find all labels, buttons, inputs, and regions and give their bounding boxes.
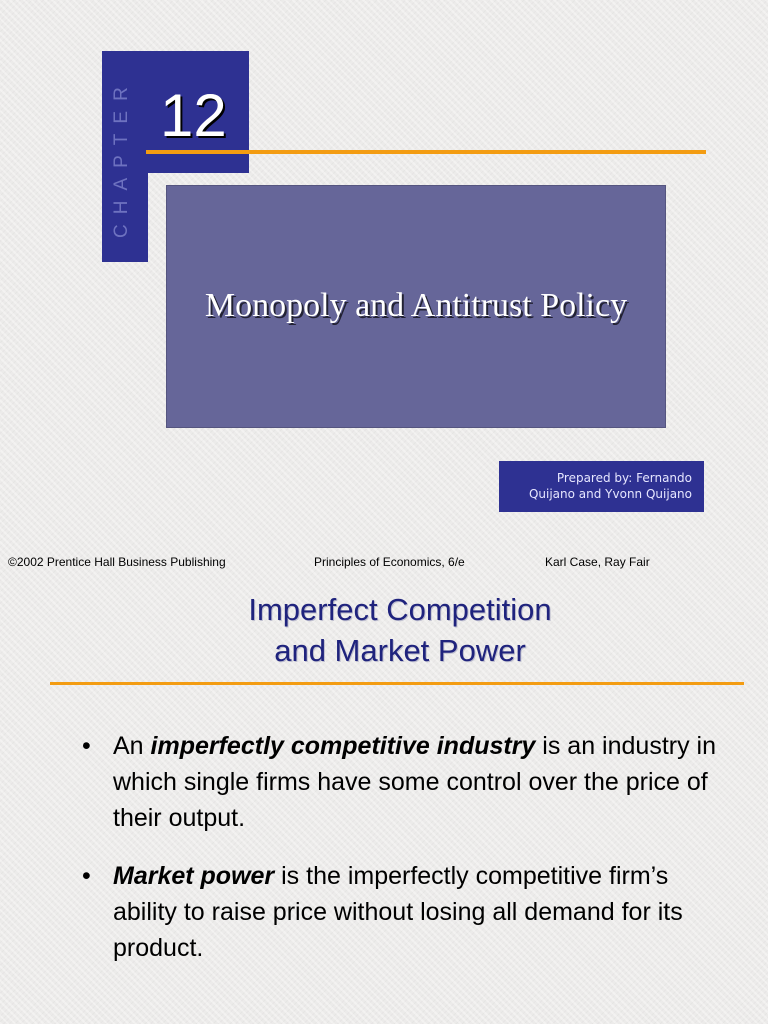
content-slide [0,585,768,1024]
slide-heading [0,589,768,671]
footer-copyright: ©2002 Prentice Hall Business Publishing [8,555,226,569]
title-panel [166,185,666,428]
bullet-post-text: is the imperfectly competitive firm’s ability to raise price without losing all demand for its product. [113,862,683,962]
bullet-post-text: is an industry in which single firms have some control over the price of their output. [113,732,716,832]
bullet-term: imperfectly competitive industry [150,732,536,760]
bullet-pre-text: An [113,732,151,760]
title-divider [146,150,706,154]
heading-divider [50,682,744,685]
prepared-by-text [502,470,692,502]
slide-heading-line2: and Market Power [274,633,526,668]
prepared-by-line1: Prepared by: Fernando [556,471,692,485]
slide-title: Monopoly and Antitrust Policy [204,287,628,324]
bullet-list [82,728,722,988]
slide-footer [0,555,768,571]
bullet-term: Market power [113,862,275,890]
bullet-item [82,728,722,836]
chapter-number: 12 [160,82,227,149]
bullet-item [82,858,722,966]
prepared-by-line2: Quijano and Yvonn Quijano [528,487,692,501]
chapter-label: CHAPTER [111,77,132,238]
footer-authors: Karl Case, Ray Fair [545,555,650,569]
slide-heading-line1: Imperfect Competition [248,592,552,627]
bullet-marker: • [82,732,91,760]
footer-book-title: Principles of Economics, 6/e [314,555,465,569]
bullet-marker: • [82,862,91,890]
prepared-by-panel [499,461,704,512]
